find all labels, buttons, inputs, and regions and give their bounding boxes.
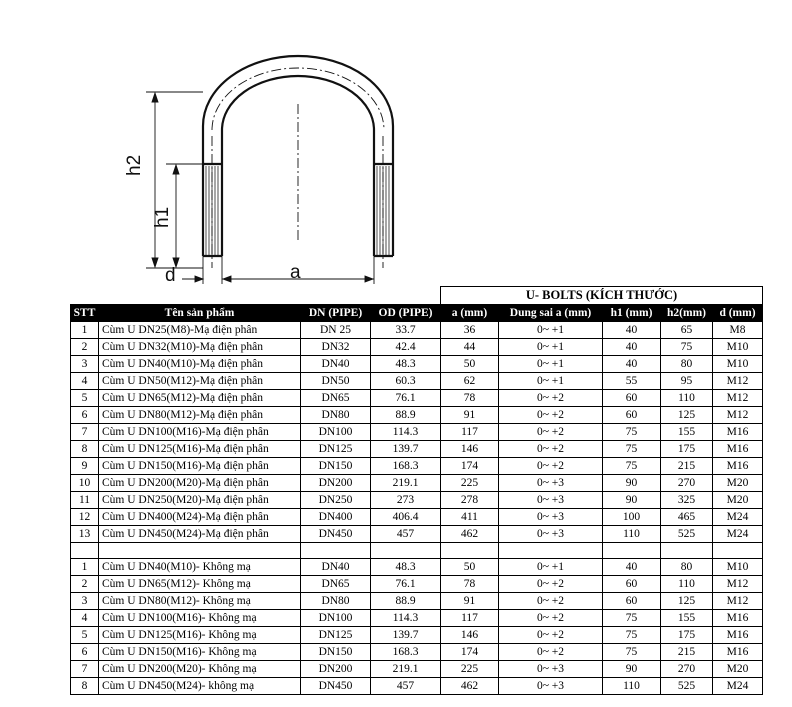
cell-tolerance: 0~ +1 xyxy=(499,356,603,373)
cell-product-name: Cùm U DN450(M24)- không mạ xyxy=(99,678,301,695)
cell-h2: 215 xyxy=(661,644,713,661)
cell-product-name: Cùm U DN250(M20)-Mạ điện phân xyxy=(99,492,301,509)
cell-stt: 12 xyxy=(71,509,99,526)
cell-a: 117 xyxy=(441,610,499,627)
cell-dn: DN40 xyxy=(301,356,371,373)
cell-product-name: Cùm U DN40(M10)-Mạ điện phân xyxy=(99,356,301,373)
cell-stt: 7 xyxy=(71,661,99,678)
cell-h2: 65 xyxy=(661,322,713,339)
cell-d: M20 xyxy=(713,492,763,509)
dimension-labels xyxy=(124,155,301,286)
cell-tolerance: 0~ +3 xyxy=(499,492,603,509)
cell-od: 457 xyxy=(371,678,441,695)
cell-tolerance: 0~ +3 xyxy=(499,526,603,543)
cell-tolerance: 0~ +2 xyxy=(499,576,603,593)
cell-tolerance: 0~ +1 xyxy=(499,322,603,339)
cell-d: M12 xyxy=(713,576,763,593)
cell-d: M16 xyxy=(713,424,763,441)
cell-stt: 1 xyxy=(71,559,99,576)
spacer-row xyxy=(71,543,763,559)
cell-product-name: Cùm U DN100(M16)-Mạ điện phân xyxy=(99,424,301,441)
cell-d: M16 xyxy=(713,627,763,644)
cell-d: M10 xyxy=(713,339,763,356)
cell-h2: 125 xyxy=(661,593,713,610)
cell-d: M12 xyxy=(713,373,763,390)
cell-a: 117 xyxy=(441,424,499,441)
cell-d: M10 xyxy=(713,559,763,576)
cell-product-name: Cùm U DN125(M16)- Không mạ xyxy=(99,627,301,644)
cell-dn: DN80 xyxy=(301,407,371,424)
cell-h1: 60 xyxy=(603,390,661,407)
table-row xyxy=(71,610,763,627)
table-row xyxy=(71,424,763,441)
cell-od: 88.9 xyxy=(371,593,441,610)
cell-d: M12 xyxy=(713,390,763,407)
cell-product-name: Cùm U DN25(M8)-Mạ điện phân xyxy=(99,322,301,339)
cell-tolerance: 0~ +2 xyxy=(499,407,603,424)
cell-a: 36 xyxy=(441,322,499,339)
header-row xyxy=(71,305,763,322)
cell-h2: 110 xyxy=(661,576,713,593)
cell-od: 219.1 xyxy=(371,661,441,678)
header-h2: h2(mm) xyxy=(661,305,713,322)
cell-od: 42.4 xyxy=(371,339,441,356)
table-row xyxy=(71,458,763,475)
table-row xyxy=(71,475,763,492)
cell-h2: 75 xyxy=(661,339,713,356)
cell-od: 114.3 xyxy=(371,424,441,441)
cell-h1: 40 xyxy=(603,356,661,373)
cell-h2: 155 xyxy=(661,610,713,627)
cell-h2: 175 xyxy=(661,441,713,458)
cell-a: 50 xyxy=(441,559,499,576)
cell-od: 114.3 xyxy=(371,610,441,627)
table-row xyxy=(71,390,763,407)
cell-od: 168.3 xyxy=(371,458,441,475)
cell-stt: 4 xyxy=(71,610,99,627)
cell-dn: DN400 xyxy=(301,509,371,526)
cell-od: 168.3 xyxy=(371,644,441,661)
cell-od: 219.1 xyxy=(371,475,441,492)
cell-h1: 75 xyxy=(603,610,661,627)
label-h1: h1 xyxy=(152,206,173,228)
cell-dn: DN65 xyxy=(301,390,371,407)
cell-stt: 4 xyxy=(71,373,99,390)
cell-tolerance: 0~ +1 xyxy=(499,339,603,356)
cell-d: M16 xyxy=(713,458,763,475)
label-d: d xyxy=(165,265,176,286)
cell-stt: 2 xyxy=(71,576,99,593)
cell-h1: 60 xyxy=(603,407,661,424)
u-bolt-spec-table xyxy=(70,286,763,695)
cell-od: 457 xyxy=(371,526,441,543)
cell-stt: 6 xyxy=(71,644,99,661)
cell-a: 278 xyxy=(441,492,499,509)
cell-stt: 9 xyxy=(71,458,99,475)
cell-dn: DN125 xyxy=(301,627,371,644)
cell-h1: 40 xyxy=(603,559,661,576)
cell-a: 225 xyxy=(441,661,499,678)
header-d: d (mm) xyxy=(713,305,763,322)
cell-tolerance: 0~ +1 xyxy=(499,559,603,576)
cell-stt: 7 xyxy=(71,424,99,441)
table-row xyxy=(71,661,763,678)
cell-h2: 215 xyxy=(661,458,713,475)
cell-h2: 270 xyxy=(661,661,713,678)
cell-h1: 90 xyxy=(603,661,661,678)
cell-stt: 10 xyxy=(71,475,99,492)
cell-h2: 95 xyxy=(661,373,713,390)
cell-a: 62 xyxy=(441,373,499,390)
cell-stt: 8 xyxy=(71,678,99,695)
cell-d: M20 xyxy=(713,661,763,678)
cell-tolerance: 0~ +2 xyxy=(499,458,603,475)
cell-h1: 75 xyxy=(603,458,661,475)
table-row xyxy=(71,492,763,509)
cell-d: M12 xyxy=(713,407,763,424)
cell-dn: DN100 xyxy=(301,424,371,441)
cell-product-name: Cùm U DN80(M12)-Mạ điện phân xyxy=(99,407,301,424)
cell-dn: DN 25 xyxy=(301,322,371,339)
cell-tolerance: 0~ +3 xyxy=(499,661,603,678)
cell-h1: 75 xyxy=(603,644,661,661)
cell-product-name: Cùm U DN400(M24)-Mạ điện phân xyxy=(99,509,301,526)
cell-a: 91 xyxy=(441,593,499,610)
cell-d: M12 xyxy=(713,593,763,610)
cell-a: 78 xyxy=(441,576,499,593)
cell-stt: 5 xyxy=(71,627,99,644)
cell-h2: 525 xyxy=(661,678,713,695)
cell-dn: DN150 xyxy=(301,458,371,475)
cell-od: 88.9 xyxy=(371,407,441,424)
cell-h1: 60 xyxy=(603,576,661,593)
cell-dn: DN150 xyxy=(301,644,371,661)
dimension-lines xyxy=(146,92,374,284)
cell-product-name: Cùm U DN80(M12)- Không mạ xyxy=(99,593,301,610)
cell-h1: 110 xyxy=(603,678,661,695)
table-row xyxy=(71,356,763,373)
cell-d: M8 xyxy=(713,322,763,339)
cell-d: M16 xyxy=(713,644,763,661)
cell-h1: 110 xyxy=(603,526,661,543)
cell-a: 78 xyxy=(441,390,499,407)
cell-od: 60.3 xyxy=(371,373,441,390)
cell-tolerance: 0~ +2 xyxy=(499,627,603,644)
cell-a: 411 xyxy=(441,509,499,526)
cell-stt: 3 xyxy=(71,356,99,373)
header-od: OD (PIPE) xyxy=(371,305,441,322)
cell-h1: 90 xyxy=(603,492,661,509)
cell-a: 44 xyxy=(441,339,499,356)
cell-dn: DN32 xyxy=(301,339,371,356)
label-h2: h2 xyxy=(124,154,145,176)
cell-d: M24 xyxy=(713,678,763,695)
cell-stt: 13 xyxy=(71,526,99,543)
cell-h1: 40 xyxy=(603,339,661,356)
cell-product-name: Cùm U DN200(M20)-Mạ điện phân xyxy=(99,475,301,492)
cell-product-name: Cùm U DN50(M12)-Mạ điện phân xyxy=(99,373,301,390)
cell-od: 406.4 xyxy=(371,509,441,526)
cell-dn: DN450 xyxy=(301,526,371,543)
cell-dn: DN200 xyxy=(301,475,371,492)
cell-a: 462 xyxy=(441,526,499,543)
cell-h2: 80 xyxy=(661,356,713,373)
cell-od: 76.1 xyxy=(371,390,441,407)
cell-h2: 325 xyxy=(661,492,713,509)
cell-a: 462 xyxy=(441,678,499,695)
cell-stt: 6 xyxy=(71,407,99,424)
cell-product-name: Cùm U DN65(M12)-Mạ điện phân xyxy=(99,390,301,407)
cell-h2: 465 xyxy=(661,509,713,526)
cell-h2: 525 xyxy=(661,526,713,543)
header-dn: DN (PIPE) xyxy=(301,305,371,322)
cell-h2: 270 xyxy=(661,475,713,492)
cell-h1: 55 xyxy=(603,373,661,390)
cell-h1: 100 xyxy=(603,509,661,526)
cell-d: M24 xyxy=(713,526,763,543)
cell-tolerance: 0~ +1 xyxy=(499,373,603,390)
cell-a: 174 xyxy=(441,644,499,661)
cell-od: 48.3 xyxy=(371,356,441,373)
cell-stt: 11 xyxy=(71,492,99,509)
table-row xyxy=(71,576,763,593)
cell-tolerance: 0~ +3 xyxy=(499,475,603,492)
table-row xyxy=(71,339,763,356)
table-row xyxy=(71,509,763,526)
cell-a: 91 xyxy=(441,407,499,424)
header-tolerance: Dung sai a (mm) xyxy=(499,305,603,322)
cell-od: 139.7 xyxy=(371,627,441,644)
cell-tolerance: 0~ +2 xyxy=(499,644,603,661)
table-row xyxy=(71,526,763,543)
cell-tolerance: 0~ +2 xyxy=(499,593,603,610)
cell-product-name: Cùm U DN200(M20)- Không mạ xyxy=(99,661,301,678)
cell-h1: 75 xyxy=(603,627,661,644)
cell-od: 33.7 xyxy=(371,322,441,339)
cell-dn: DN250 xyxy=(301,492,371,509)
cell-tolerance: 0~ +2 xyxy=(499,390,603,407)
cell-product-name: Cùm U DN100(M16)- Không mạ xyxy=(99,610,301,627)
cell-d: M16 xyxy=(713,441,763,458)
cell-tolerance: 0~ +2 xyxy=(499,424,603,441)
cell-dn: DN125 xyxy=(301,441,371,458)
cell-a: 174 xyxy=(441,458,499,475)
cell-od: 48.3 xyxy=(371,559,441,576)
table-title: U- BOLTS (KÍCH THƯỚC) xyxy=(441,287,763,305)
table-row xyxy=(71,627,763,644)
cell-dn: DN450 xyxy=(301,678,371,695)
cell-product-name: Cùm U DN40(M10)- Không mạ xyxy=(99,559,301,576)
cell-h1: 75 xyxy=(603,424,661,441)
cell-od: 139.7 xyxy=(371,441,441,458)
cell-stt: 8 xyxy=(71,441,99,458)
cell-d: M20 xyxy=(713,475,763,492)
cell-product-name: Cùm U DN450(M24)-Mạ điện phân xyxy=(99,526,301,543)
cell-dn: DN200 xyxy=(301,661,371,678)
cell-dn: DN40 xyxy=(301,559,371,576)
header-a: a (mm) xyxy=(441,305,499,322)
table-row xyxy=(71,559,763,576)
cell-product-name: Cùm U DN150(M16)- Không mạ xyxy=(99,644,301,661)
cell-a: 146 xyxy=(441,441,499,458)
cell-product-name: Cùm U DN150(M16)-Mạ điện phân xyxy=(99,458,301,475)
title-row xyxy=(71,287,763,305)
cell-product-name: Cùm U DN32(M10)-Mạ điện phân xyxy=(99,339,301,356)
cell-h2: 110 xyxy=(661,390,713,407)
cell-h2: 175 xyxy=(661,627,713,644)
cell-h1: 60 xyxy=(603,593,661,610)
table-row xyxy=(71,322,763,339)
table-row xyxy=(71,644,763,661)
cell-h1: 90 xyxy=(603,475,661,492)
table-row xyxy=(71,593,763,610)
cell-tolerance: 0~ +3 xyxy=(499,678,603,695)
cell-dn: DN50 xyxy=(301,373,371,390)
cell-h2: 80 xyxy=(661,559,713,576)
cell-tolerance: 0~ +2 xyxy=(499,610,603,627)
cell-tolerance: 0~ +3 xyxy=(499,509,603,526)
table-row xyxy=(71,678,763,695)
cell-stt: 5 xyxy=(71,390,99,407)
cell-od: 273 xyxy=(371,492,441,509)
table-body xyxy=(71,322,763,695)
cell-d: M24 xyxy=(713,509,763,526)
cell-stt: 3 xyxy=(71,593,99,610)
table-row xyxy=(71,441,763,458)
cell-a: 225 xyxy=(441,475,499,492)
cell-a: 146 xyxy=(441,627,499,644)
cell-h1: 40 xyxy=(603,322,661,339)
header-product-name: Tên sản phẩm xyxy=(99,305,301,322)
cell-dn: DN80 xyxy=(301,593,371,610)
header-h1: h1 (mm) xyxy=(603,305,661,322)
table-row xyxy=(71,407,763,424)
cell-h1: 75 xyxy=(603,441,661,458)
u-bolt-drawing xyxy=(110,38,410,286)
cell-d: M16 xyxy=(713,610,763,627)
cell-tolerance: 0~ +2 xyxy=(499,441,603,458)
cell-a: 50 xyxy=(441,356,499,373)
header-stt: STT xyxy=(71,305,99,322)
table-row xyxy=(71,373,763,390)
cell-stt: 1 xyxy=(71,322,99,339)
cell-dn: DN65 xyxy=(301,576,371,593)
cell-od: 76.1 xyxy=(371,576,441,593)
cell-stt: 2 xyxy=(71,339,99,356)
cell-h2: 155 xyxy=(661,424,713,441)
cell-d: M10 xyxy=(713,356,763,373)
cell-product-name: Cùm U DN125(M16)-Mạ điện phân xyxy=(99,441,301,458)
cell-h2: 125 xyxy=(661,407,713,424)
cell-dn: DN100 xyxy=(301,610,371,627)
label-a: a xyxy=(290,262,301,283)
cell-product-name: Cùm U DN65(M12)- Không mạ xyxy=(99,576,301,593)
